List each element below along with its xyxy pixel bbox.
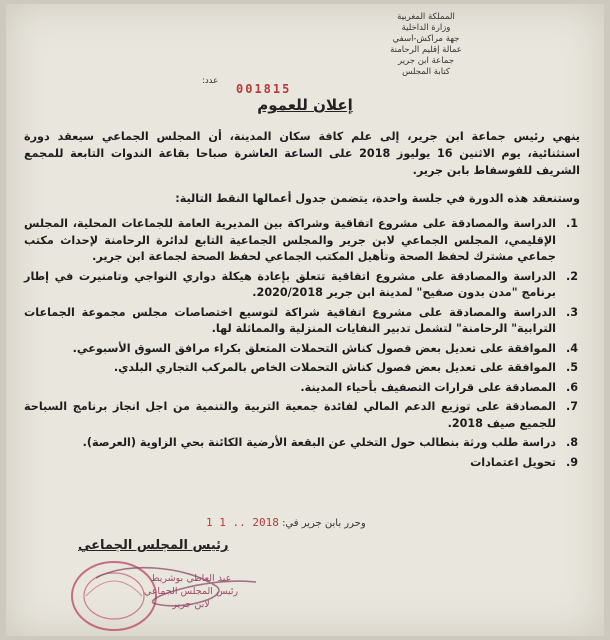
stamp-line: عبد العاطي بوشريط (150, 573, 232, 584)
agenda-item (24, 399, 580, 432)
agenda-item (24, 380, 580, 397)
agenda-item (24, 435, 580, 452)
agenda-item (24, 360, 580, 377)
date-value: 2018 .. 1 1 (206, 516, 279, 529)
letterhead-line: عمالة إقليم الرحامنة (390, 45, 462, 55)
agenda-item-text: دراسة طلب ورثة بنطالب حول التخلي عن البقعة الأرضية الكائنة بحي الزاوية (العرصة). (82, 436, 556, 449)
agenda-item-number: 2. (565, 269, 578, 283)
agenda-item-text: الدراسة والمصادقة على مشروع اتفاقية وشراكة بين المديرية العامة للجماعات المحلية، المجلس الإقليمي، المجلس الجماعي لابن جرير والمجلس الجماعية التابع لدائرة الرحامنة لإحداث مكتب جماعي مشترك لحفظ الصحة وتأهيل المكتب الجماعي لحفظ الصحة لجماعة ابن جرير. (24, 217, 556, 263)
agenda-item-text: المصادقة على قرارات التصفيف بأحياء المدينة. (300, 380, 556, 394)
document-sheet (6, 4, 604, 636)
session-note: وستنعقد هذه الدورة في جلسة واحدة، يتضمن جدول أعمالها النقط التالية: (175, 192, 580, 205)
agenda-list (24, 216, 580, 474)
agenda-item (24, 305, 580, 338)
signatory-title: رئيس المجلس الجماعي (78, 538, 229, 553)
agenda-item-number: 5. (565, 361, 578, 374)
date-prefix: وحرر بابن جرير في: (282, 518, 366, 529)
agenda-item-number: 3. (565, 305, 578, 319)
letterhead-line: كتابة المجلس (402, 67, 450, 77)
agenda-item (24, 455, 580, 472)
agenda-item-number: 1. (565, 217, 578, 230)
agenda-item-text: الموافقة على تعديل بعض فصول كناش التحملات الخاص بالمركب التجاري البلدي. (113, 361, 556, 374)
letterhead-line: وزارة الداخلية (401, 23, 451, 33)
agenda-item-number: 4. (565, 341, 578, 355)
agenda-item (24, 341, 580, 358)
reference-number: 001815 (236, 82, 292, 96)
agenda-item (24, 269, 580, 302)
letterhead-line: جهة مراكش-اسفي (392, 34, 460, 44)
page-title: إعلان للعموم (257, 96, 353, 114)
stamp-text (116, 572, 266, 611)
agenda-item-text: الدراسة والمصادقة على مشروع اتفاقية تتعلق بإعادة هيكلة دواري النواجي وتامنيرت في إطار برنامج "مدن بدون صفيح" لمدينة ابن جرير 2020/2018. (24, 269, 556, 299)
reference-label: عدد: (202, 76, 219, 86)
agenda-item-text: تحويل اعتمادات (470, 455, 556, 469)
agenda-item (24, 216, 580, 266)
agenda-item-number: 6. (565, 380, 578, 394)
stamp-line: لابن جرير (172, 599, 210, 610)
agenda-item-number: 8. (565, 436, 578, 449)
letterhead-line: جماعة ابن جرير (398, 56, 454, 66)
date-line (206, 516, 366, 529)
stamp-line: رئيس المجلس الجماعي (143, 586, 239, 597)
agenda-item-text: المصادقة على توزيع الدعم المالي لفائدة جمعية التربية والتنمية من اجل انجاز برنامج السباحة للجميع صيف 2018. (24, 400, 556, 430)
letterhead (326, 12, 526, 78)
agenda-item-number: 7. (565, 400, 578, 413)
letterhead-line: المملكة المغربية (397, 12, 455, 22)
intro-paragraph: ينهي رئيس جماعة ابن جرير، إلى علم كافة سكان المدينة، أن المجلس الجماعي سيعقد دورة استثنائية، يوم الاثنين 16 يوليوز 2018 على الساعة العاشرة صباحا بقاعة الندوات التابعة للمجمع الشريف للفوسفاط بابن جرير. (24, 130, 580, 177)
agenda-item-text: الدراسة والمصادقة على مشروع اتفاقية شراكة لتوسيع اختصاصات مجلس مجموعة الجماعات الترابية" الرحامنة" لتشمل تدبير النفايات المنزلية والمماثلة لها. (24, 305, 556, 335)
agenda-item-number: 9. (565, 455, 578, 469)
agenda-item-text: الموافقة على تعديل بعض فصول كناش التحملات المتعلق بكراء مرافق السوق الأسبوعي. (72, 341, 556, 355)
